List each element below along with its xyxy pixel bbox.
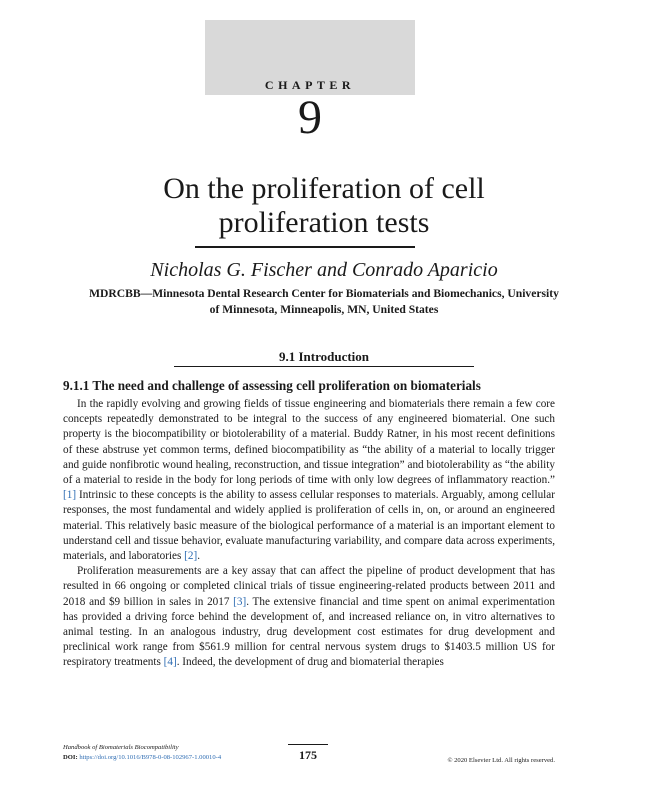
body-text (63, 397, 555, 671)
copyright: © 2020 Elsevier Ltd. All rights reserved. (447, 757, 555, 764)
chapter-title-line1: On the proliferation of cell (163, 172, 485, 205)
chapter-title-line2: proliferation tests (218, 206, 430, 239)
affiliation (60, 286, 588, 318)
chapter-title (80, 172, 568, 240)
citation-link[interactable]: [1] (63, 489, 77, 502)
chapter-number: 9 (298, 91, 322, 144)
title-underline (195, 246, 415, 248)
doi-link[interactable]: https://doi.org/10.1016/B978-0-08-102967-1.00010-4 (79, 754, 222, 761)
page-number: 175 (299, 748, 317, 762)
footer-left (63, 743, 283, 763)
citation-link[interactable]: [2] (184, 550, 198, 563)
affiliation-line2: of Minnesota, Minneapolis, MN, United States (209, 303, 439, 316)
footer-doi-label: DOI: (63, 754, 78, 761)
footer-rule (288, 744, 328, 745)
paragraph: Proliferation measurements are a key assay that can affect the pipeline of product development that has resulted in 66 ongoing or completed clinical trials of tissue engineering-related products between 2011 and 2018 and $9 billion in sales in 2017 [3]. The extensive financial and time spent on animal experimentation has provided a driving force behind the development of, and increased reliance on, in vitro alternatives to animal testing. In an analogous industry, drug development cost estimates for drug development and preclinical work range from $561.9 million for central nervous system drugs to $1403.5 million US for respiratory treatments [4]. Indeed, the development of drug and biomaterial therapies (63, 565, 555, 669)
authors: Nicholas G. Fischer and Conrado Aparicio (150, 259, 498, 281)
footer-doi (63, 753, 283, 763)
section-heading: 9.1 Introduction (278, 349, 370, 364)
paragraph: In the rapidly evolving and growing fields of tissue engineering and biomaterials there remain a few core concepts repeatedly demonstrated to be integral to the success of any engineered biomaterial. One such property is the biocompatibility or biotolerability of a material. Buddy Ratner, in his most recent definitions of these abstruse yet common terms, defined biocompatibility as “the ability of a material to locally trigger and guide nonfibrotic wound healing, reconstruction, and tissue integration” and biotolerability as “the ability of a material to reside in the body for long periods of time with only low degrees of inflammatory reaction.” [1] Intrinsic to these concepts is the ability to assess cellular responses to materials. Arguably, among cellular responses, the most fundamental and widely applied is proliferation of cells in, on, or around an engineered material. This relatively basic measure of the biological performance of a material is an important element to understand cell and tissue behavior, evaluate manufacturing variability, and compare data across experiments, materials, and laboratories [2]. (63, 398, 555, 563)
section-divider (174, 366, 474, 367)
subsection-heading: 9.1.1 The need and challenge of assessing cell proliferation on biomaterials (63, 378, 481, 393)
footer-journal: Handbook of Biomaterials Biocompatibility (63, 744, 179, 751)
citation-link[interactable]: [3] (233, 595, 247, 608)
chapter-label: CHAPTER (264, 78, 356, 92)
affiliation-line1: MDRCBB—Minnesota Dental Research Center for Biomaterials and Biomechanics, University (89, 287, 559, 300)
citation-link[interactable]: [4] (163, 656, 177, 669)
